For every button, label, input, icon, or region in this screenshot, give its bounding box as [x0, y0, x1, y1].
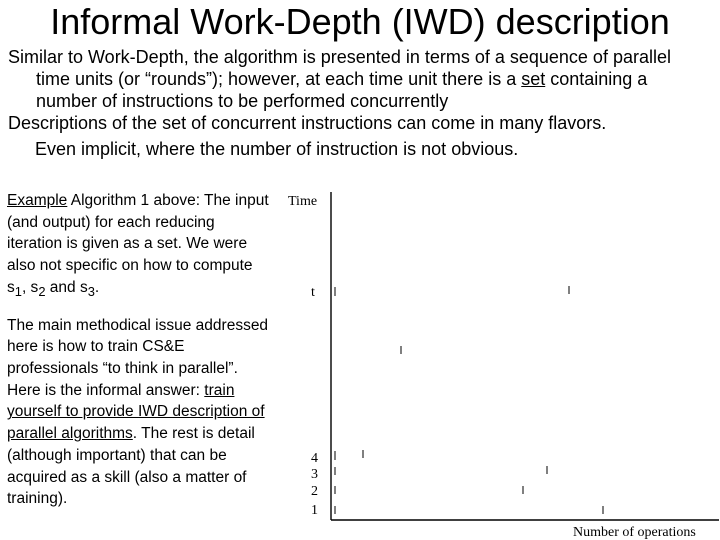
- example-paragraph: Example Algorithm 1 above: The input (and output) for each reducing iteration is given as a set. We were also not specific on how to compute $s_1$, $s_2$ and $s_3$.: [7, 192, 269, 299]
- x-axis-label: Number of operations: [573, 525, 696, 540]
- slide-title: Informal Work-Depth (IWD) description: [50, 1, 670, 42]
- methodical-paragraph: The main methodical issue addressed here is how to train CS&E professionals “to think in parallel”. Here is the informal answer: train yourself to provide IWD description of parallel algorithms. The rest is detail (although important) that can be acquired as a skill (also a matter of training).: [7, 316, 269, 508]
- y-axis-label: Time: [288, 194, 318, 209]
- time-operations-diagram: [283, 186, 720, 540]
- iwd-answer-underlined: train yourself to provide IWD description of parallel algorithms: [7, 381, 265, 443]
- example-label: Example: [7, 192, 68, 209]
- bullet-2: Descriptions of the set of concurrent instructions can come in many flavors.: [8, 113, 607, 133]
- tick-label-2: 2: [311, 484, 318, 499]
- tick-label-3: 3: [311, 467, 318, 482]
- work-depth-figure: [283, 186, 720, 540]
- tick-label-t: t: [311, 285, 315, 300]
- bullet-list: [8, 46, 708, 160]
- left-column-text: [7, 190, 269, 522]
- tick-label-4: 4: [311, 451, 318, 466]
- row-markers: [335, 286, 603, 514]
- bullet-1: Similar to Work-Depth, the algorithm is presented in terms of a sequence of parallel time units (or “rounds”); however, at each time unit there is a set containing a number of instructions to be performed concurrently: [8, 47, 671, 111]
- set-underlined: set: [521, 69, 546, 89]
- tick-label-1: 1: [311, 503, 318, 518]
- sub-bullet: Even implicit, where the number of instruction is not obvious.: [35, 139, 519, 159]
